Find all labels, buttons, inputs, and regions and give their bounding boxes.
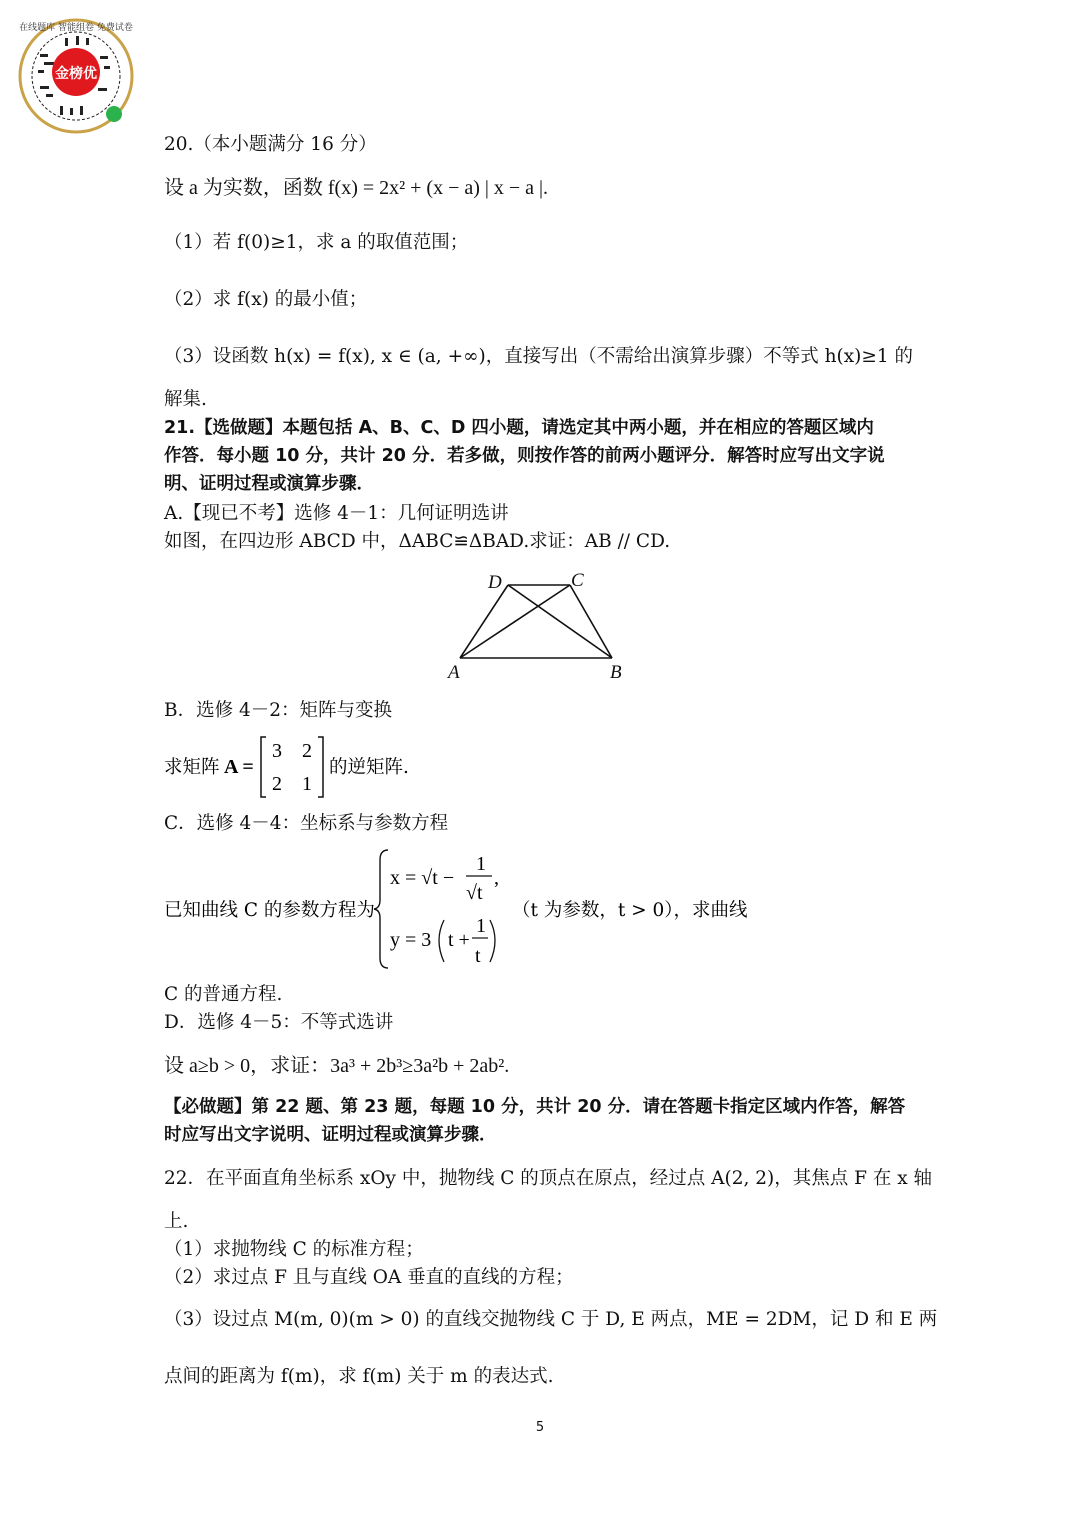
q21b-prefix: 求矩阵: [164, 757, 220, 778]
label-c: C: [571, 570, 584, 591]
q20-header: 20.（本小题满分 16 分）: [164, 134, 377, 155]
q20-part3: （3）设函数 h(x) = f(x), x ∈ (a, +∞)，直接写出（不需给出演算步骤）不等式 h(x)≥1 的: [164, 346, 914, 367]
q21-intro-3: 明、证明过程或演算步骤．: [164, 474, 374, 494]
eq1-num: 1: [476, 853, 486, 875]
required-line-1: 【必做题】第 22 题、第 23 题，每题 10 分，共计 20 分．请在答题卡指定区域内作答，解答: [164, 1097, 906, 1117]
q22-part3: （3）设过点 M(m, 0)(m > 0) 的直线交抛物线 C 于 D, E 两点，ME = 2DM，记 D 和 E 两: [164, 1309, 938, 1330]
q20-part2: （2）求 f(x) 的最小值；: [164, 289, 368, 310]
matrix-a21: 2: [272, 773, 282, 795]
eq1-den: √t: [466, 882, 483, 904]
q21a-title: A.【现已不考】选修 4－1：几何证明选讲: [164, 503, 509, 524]
q21b-stem: [164, 733, 424, 801]
q22-part1: （1）求抛物线 C 的标准方程；: [164, 1239, 424, 1260]
q21-intro-2: 作答．每小题 10 分，共计 20 分．若多做，则按作答的前两小题评分．解答时应写出文字说: [164, 446, 885, 466]
page-number: 5: [535, 1420, 545, 1435]
eq2-t: t +: [448, 929, 470, 951]
matrix-a11: 3: [272, 740, 282, 762]
q22-stem: 22．在平面直角坐标系 xOy 中，抛物线 C 的顶点在原点，经过点 A(2, 2)，其焦点 F 在 x 轴: [164, 1168, 933, 1189]
required-line-2: 时应写出文字说明、证明过程或演算步骤．: [164, 1125, 497, 1145]
q21-intro-1: 21.【选做题】本题包括 A、B、C、D 四小题，请选定其中两小题，并在相应的答题区域内: [164, 418, 874, 438]
label-d: D: [488, 572, 502, 593]
logo-center-text: 金榜优: [55, 66, 97, 82]
eq2-lhs: y = 3: [390, 929, 432, 951]
logo-badge: [10, 10, 142, 134]
eq1-lhs: x = √t −: [390, 867, 455, 889]
matrix-a22: 1: [302, 773, 312, 795]
q21c-cont: C 的普通方程.: [164, 984, 283, 1005]
logo-ring-text: 在线题库 智能组卷 免费试卷: [19, 23, 133, 33]
q21d-stem: 设 a≥b > 0，求证：3a³ + 2b³≥3a²b + 2ab².: [164, 1055, 510, 1077]
q21b-suffix: 的逆矩阵.: [329, 757, 409, 778]
q21c-prefix: 已知曲线 C 的参数方程为: [164, 900, 375, 921]
label-a: A: [448, 662, 460, 683]
q22-part3-cont: 点间的距离为 f(m)，求 f(m) 关于 m 的表达式.: [164, 1366, 554, 1387]
svg-text:,: ,: [494, 867, 499, 889]
q21c-title: C．选修 4－4：坐标系与参数方程: [164, 813, 449, 834]
q22-stem-cont: 上.: [164, 1211, 189, 1232]
label-b: B: [610, 662, 622, 683]
q20-part3-cont: 解集.: [164, 389, 207, 410]
q21d-title: D．选修 4－5：不等式选讲: [164, 1012, 394, 1033]
q21a-stem: 如图，在四边形 ABCD 中，ΔABC≌ΔBAD.求证：AB // CD.: [164, 531, 671, 552]
brace-icon: [374, 850, 388, 968]
trapezoid-diagram: [440, 570, 640, 685]
matrix-a12: 2: [302, 740, 312, 762]
q21b-title: B．选修 4－2：矩阵与变换: [164, 700, 393, 721]
qr-logo-icon: [10, 10, 142, 134]
eq2-num: 1: [476, 915, 486, 937]
q22-part2: （2）求过点 F 且与直线 OA 垂直的直线的方程；: [164, 1267, 574, 1288]
q21b-matrix-name: A =: [224, 756, 254, 778]
q21c-stem: [164, 844, 804, 974]
q20-part1: （1）若 f(0)≥1，求 a 的取值范围；: [164, 232, 469, 253]
q21c-suffix: （t 为参数，t > 0），求曲线: [512, 900, 748, 921]
q20-stem: 设 a 为实数，函数 f(x) = 2x² + (x − a) | x − a |.: [164, 177, 549, 199]
eq2-den: t: [475, 945, 481, 967]
